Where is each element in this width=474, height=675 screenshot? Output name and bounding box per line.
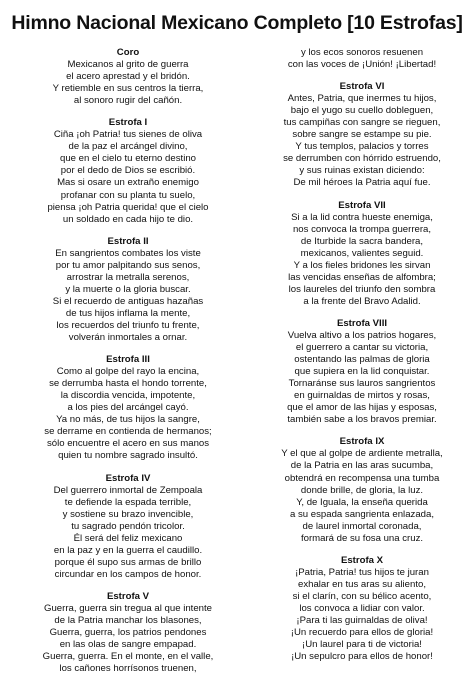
verse-line: Del guerrero inmortal de Zempoala: [53, 484, 203, 496]
verse-line: Guerra, guerra, los patrios pendones: [49, 627, 207, 639]
stanza-heading: Estrofa IX: [339, 436, 385, 448]
stanza-heading: Estrofa IV: [105, 472, 151, 484]
stanza: [28, 236, 228, 344]
stanza: [28, 354, 228, 462]
verse-line: Y el que al golpe de ardiente metralla,: [281, 448, 443, 460]
verse-line: a su espada sangrienta enlazada,: [289, 508, 434, 520]
stanza-gap: [28, 463, 228, 473]
stanza: [262, 200, 462, 308]
verse-line: por tu amor palpitando sus senos,: [55, 259, 201, 271]
verse-line: con las voces de ¡Unión! ¡Libertad!: [287, 59, 437, 71]
verse-line: Guerra, guerra. En el monte, en el valle,: [42, 651, 214, 663]
verse-line: obtendrá en recompensa una tumba: [284, 472, 440, 484]
stanza: [262, 81, 462, 189]
verse-line: Él será del feliz mexicano: [73, 532, 183, 544]
verse-line: sobre sangre se estampe su pie.: [292, 129, 432, 141]
verse-line: te defiende la espada terrible,: [64, 496, 192, 508]
verse-line: Si el recuerdo de antiguas hazañas: [52, 295, 204, 307]
stanza: [262, 47, 462, 71]
verse-line: de la Patria en las aras sucumba,: [290, 460, 434, 472]
verse-line: piensa ¡oh Patria querida! que el cielo: [47, 201, 209, 213]
verse-line: Como al golpe del rayo la encina,: [56, 366, 200, 378]
verse-line: el guerrero a cantar su victoria,: [295, 342, 429, 354]
verse-line: ¡Un sepulcro para ellos de honor!: [291, 651, 433, 663]
verse-line: tus campiñas con sangre se rieguen,: [283, 117, 441, 129]
verse-line: en la paz y en la guerra el caudillo.: [53, 544, 203, 556]
verse-line: un soldado en cada hijo te dio.: [62, 213, 194, 225]
verse-line: Tornaránse sus lauros sangrientos: [288, 378, 436, 390]
verse-line: Ya no más, de tus hijos la sangre,: [56, 414, 200, 426]
verse-line: que supiera en la lid conquistar.: [294, 366, 430, 378]
stanza: [262, 555, 462, 663]
verse-line: los laureles del triunfo den sombra: [288, 283, 436, 295]
verse-line: en guirnaldas de mirtos y rosas,: [294, 390, 430, 402]
verse-line: por el dedo de Dios se escribió.: [60, 165, 196, 177]
left-column: [28, 47, 228, 675]
verse-line: Y, de Iguala, la enseña querida: [296, 496, 428, 508]
stanza-heading: Coro: [116, 47, 140, 58]
verse-line: Ciña ¡oh Patria! tus sienes de oliva: [53, 129, 203, 141]
stanza: [262, 436, 462, 544]
verse-line: En sangrientos combates los viste: [55, 247, 201, 259]
verse-line: en las olas de sangre empapad.: [59, 639, 197, 651]
verse-line: el acero aprestad y el bridón.: [66, 71, 190, 83]
verse-line: que el amor de las hijas y esposas,: [287, 402, 437, 414]
verse-line: sólo encuentre el acero en sus manos: [46, 438, 210, 450]
stanza-heading: Estrofa III: [106, 354, 150, 366]
verse-line: nos convoca la trompa guerrera,: [292, 223, 432, 235]
stanza-gap: [262, 545, 462, 555]
stanza: [262, 318, 462, 426]
stanza: [28, 47, 228, 107]
verse-line: profanar con su planta tu suelo,: [60, 189, 196, 201]
verse-line: ¡Para ti las guirnaldas de oliva!: [296, 615, 428, 627]
verse-line: de tus hijos inflama la mente,: [65, 307, 191, 319]
verse-line: y sus ruinas existan diciendo:: [299, 165, 425, 177]
verse-line: De mil héroes la Patria aquí fue.: [293, 177, 431, 189]
verse-line: circundar en los campos de honor.: [54, 568, 202, 580]
verse-line: y la muerte o la gloria buscar.: [65, 283, 191, 295]
verse-line: de Iturbide la sacra bandera,: [300, 235, 424, 247]
stanza-heading: Estrofa X: [340, 554, 384, 566]
verse-line: y los ecos sonoros resuenen: [300, 47, 424, 58]
stanza-gap: [262, 190, 462, 200]
verse-line: ¡Patria, Patria! tus hijos te juran: [295, 566, 429, 578]
stanza: [28, 473, 228, 581]
stanza-gap: [28, 226, 228, 236]
verse-line: de laurel inmortal coronada,: [302, 520, 422, 532]
verse-line: Guerra, guerra sin tregua al que intente: [44, 602, 212, 614]
verse-line: Y retiemble en sus centros la tierra,: [52, 83, 204, 95]
verse-line: mexicanos, valientes seguid.: [300, 247, 424, 259]
verse-line: los convoca a lidiar con valor.: [299, 602, 425, 614]
verse-line: si el clarín, con su bélico acento,: [292, 590, 432, 602]
verse-line: volverán inmortales a ornar.: [68, 332, 188, 344]
verse-line: se derrumben con hórrido estruendo,: [283, 153, 441, 165]
stanza-gap: [28, 107, 228, 117]
verse-line: también sabe a los bravos premiar.: [287, 414, 437, 426]
verse-line: Mas si osare un extraño enemigo: [57, 177, 199, 189]
verse-line: los cañones horrísonos truenen,: [59, 663, 197, 675]
stanza-heading: Estrofa VII: [338, 199, 386, 211]
verse-line: bajo el yugo su cuello dobleguen,: [290, 105, 434, 117]
verse-line: que en el cielo tu eterno destino: [59, 153, 196, 165]
verse-line: las vencidas enseñas de alfombra;: [288, 271, 436, 283]
stanza: [28, 117, 228, 225]
stanza-gap: [262, 308, 462, 318]
verse-line: tu sagrado pendón tricolor.: [71, 520, 185, 532]
stanza-heading: Estrofa VIII: [336, 317, 388, 329]
right-column: [262, 47, 462, 663]
verse-line: ¡Un laurel para ti de victoria!: [302, 639, 422, 651]
verse-line: Antes, Patria, que inermes tu hijos,: [287, 93, 437, 105]
verse-line: y sostiene su brazo invencible,: [62, 508, 194, 520]
verse-line: a la frente del Bravo Adalid.: [303, 295, 421, 307]
verse-line: al sonoro rugir del cañón.: [73, 95, 183, 107]
verse-line: se derrumba hasta el hondo torrente,: [49, 378, 207, 390]
verse-line: Y a los fieles bridones les sirvan: [293, 259, 431, 271]
verse-line: Y tus templos, palacios y torres: [295, 141, 429, 153]
stanza: [28, 591, 228, 675]
stanza-gap: [28, 344, 228, 354]
verse-line: Si a la lid contra hueste enemiga,: [291, 211, 433, 223]
verse-line: la discordia vencida, impotente,: [60, 390, 196, 402]
verse-line: arrostrar la metralla serenos,: [66, 271, 190, 283]
stanza-heading: Estrofa II: [107, 235, 149, 247]
stanza-gap: [262, 426, 462, 436]
verse-line: Vuelva altivo a los patrios hogares,: [287, 329, 437, 341]
stanza-gap: [262, 71, 462, 81]
stanza-heading: Estrofa I: [108, 117, 148, 129]
verse-line: de la Patria manchar los blasones,: [54, 615, 202, 627]
verse-line: de la paz el arcángel divino,: [68, 141, 188, 153]
verse-line: ostentando las palmas de gloria: [294, 354, 430, 366]
verse-line: Mexicanos al grito de guerra: [67, 59, 189, 71]
verse-line: se derrame en contienda de hermanos;: [44, 426, 212, 438]
document-title: Himno Nacional Mexicano Completo [10 Estrofas]: [11, 12, 463, 34]
stanza-gap: [28, 581, 228, 591]
verse-line: exhalar en tus aras su aliento,: [298, 578, 426, 590]
stanza-heading: Estrofa VI: [339, 81, 385, 93]
verse-line: ¡Un recuerdo para ellos de gloria!: [290, 627, 434, 639]
verse-line: a los pies del arcángel cayó.: [67, 402, 189, 414]
verse-line: quien tu nombre sagrado insultó.: [58, 450, 198, 462]
stanza-heading: Estrofa V: [106, 590, 150, 602]
verse-line: porque él supo sus armas de brillo: [54, 556, 202, 568]
verse-line: formará de su fosa una cruz.: [300, 532, 424, 544]
verse-line: donde brille, de gloria, la luz.: [300, 484, 424, 496]
verse-line: los recuerdos del triunfo tu frente,: [56, 319, 200, 331]
